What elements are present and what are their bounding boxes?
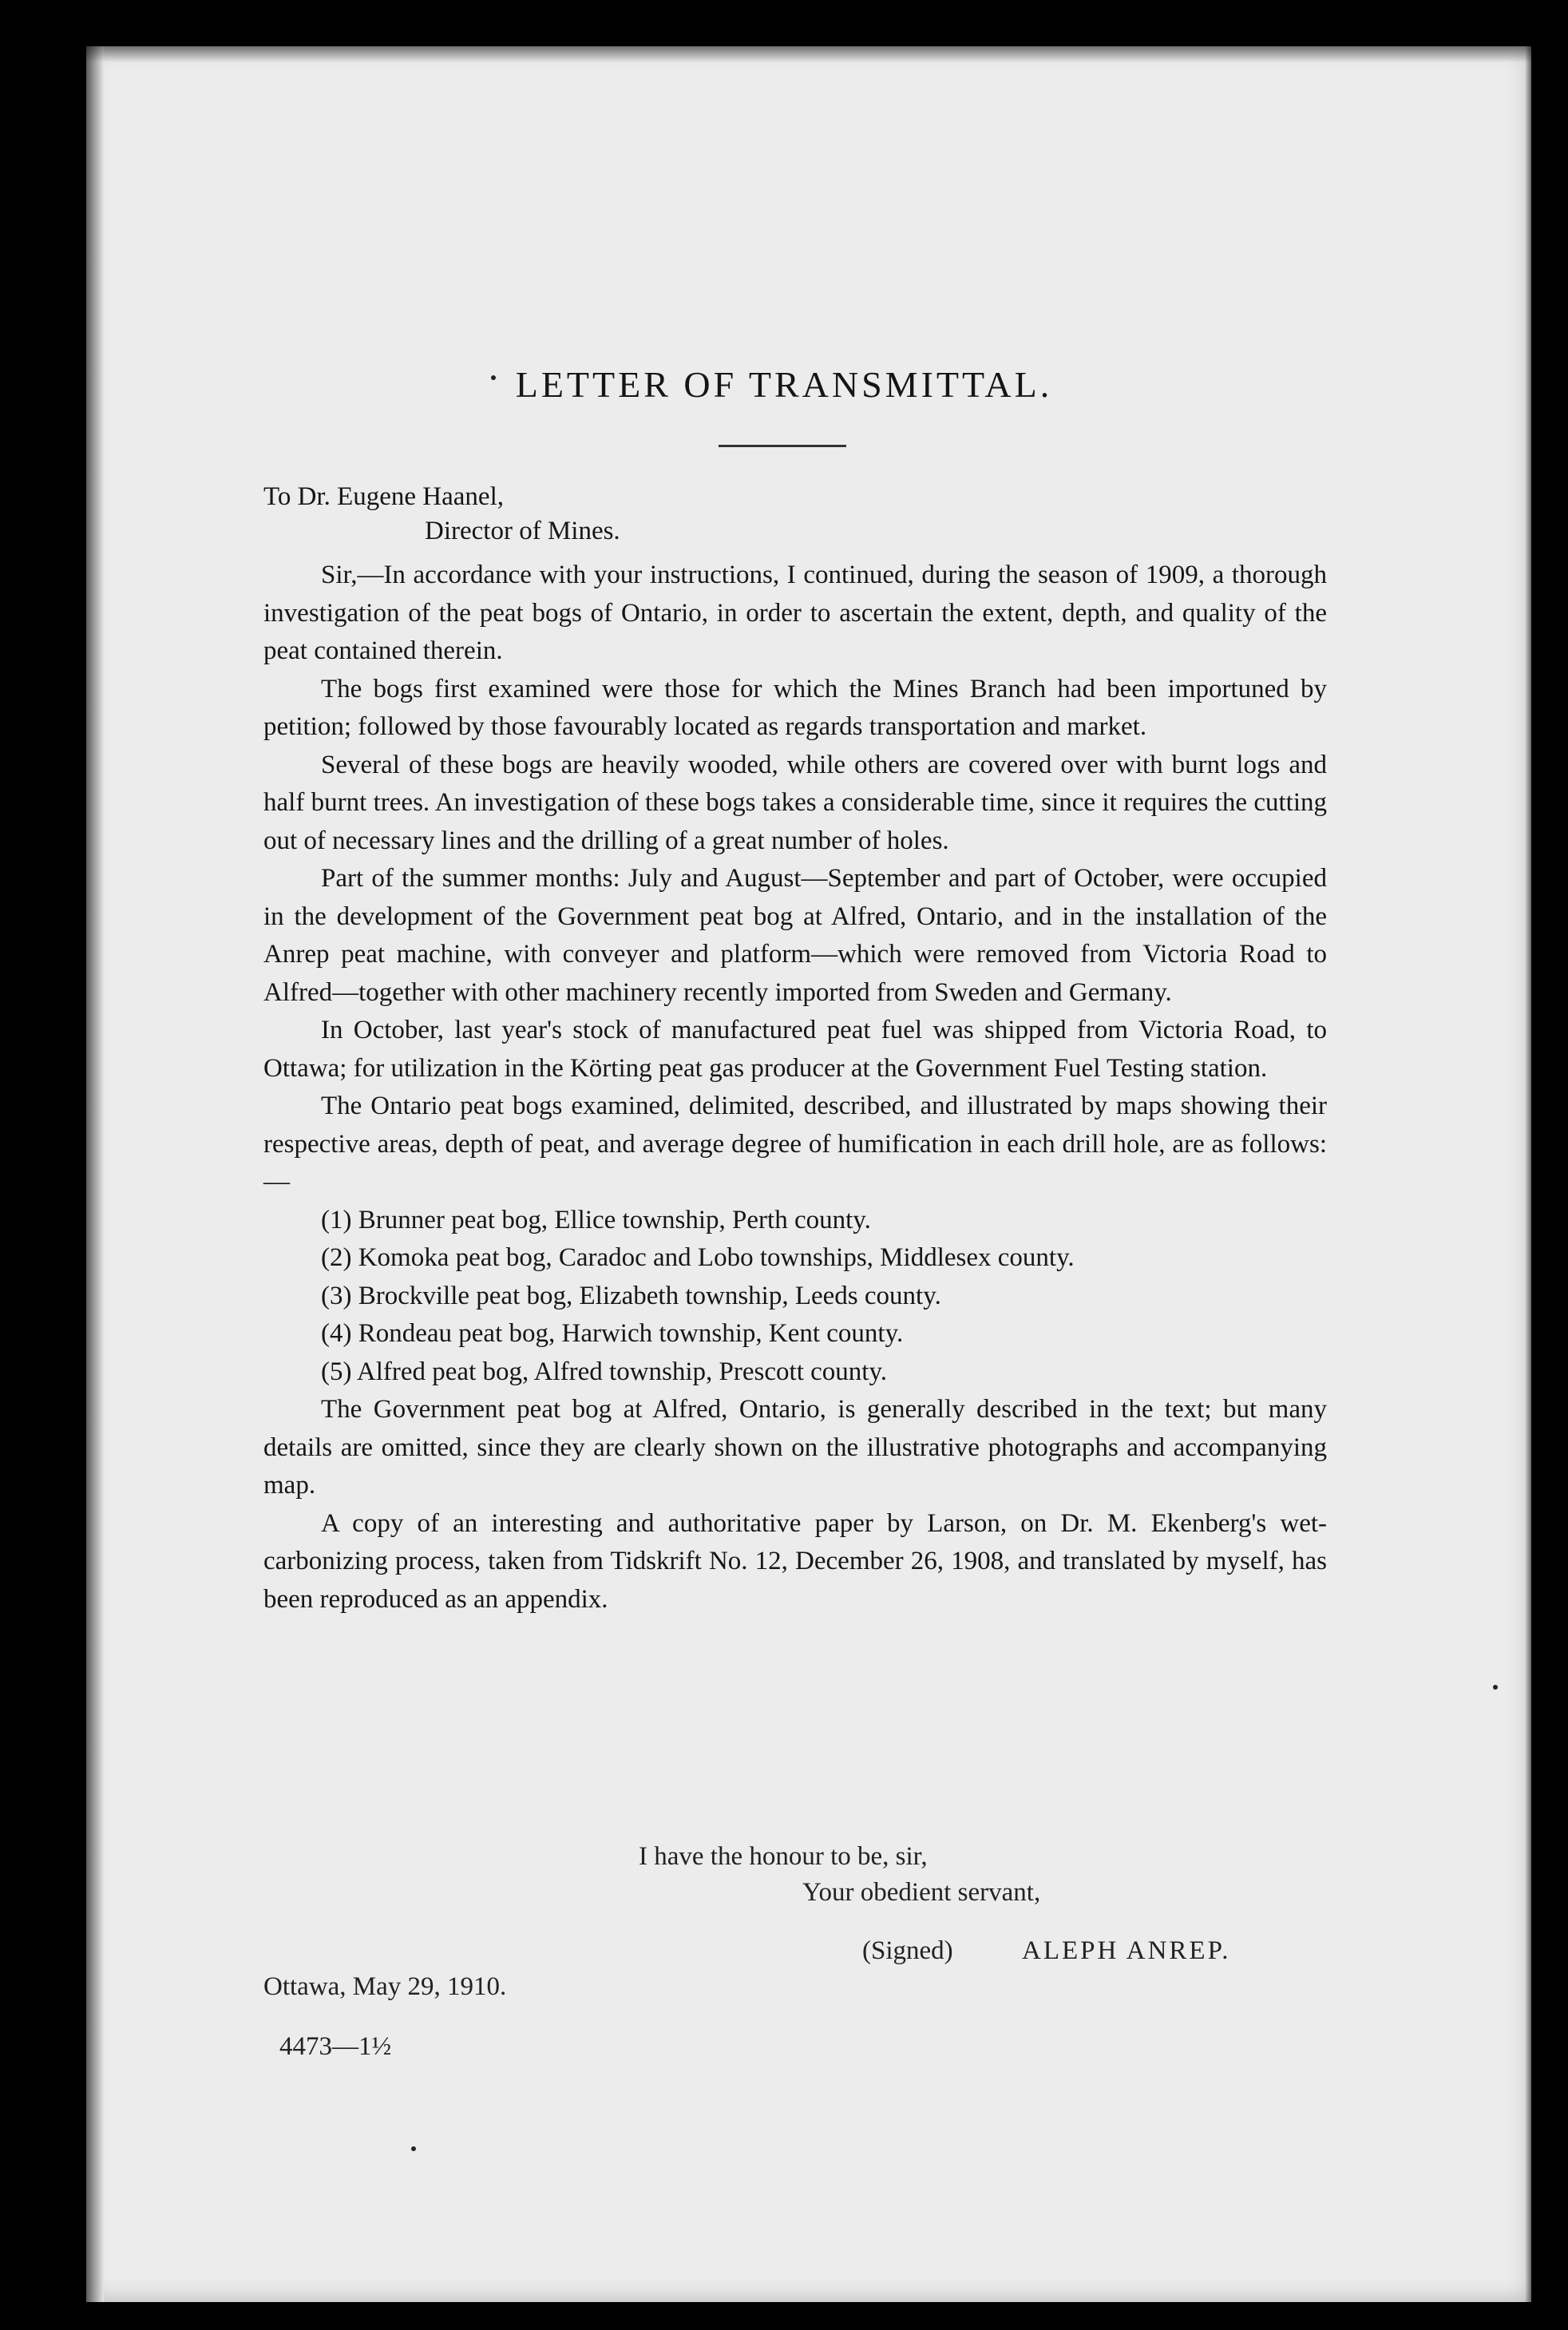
address-role: Director of Mines. — [425, 517, 620, 545]
bog-list-item: (4) Rondeau peat bog, Harwich township, Kent county. — [321, 1319, 904, 1348]
bog-list-item: (5) Alfred peat bog, Alfred township, Prescott county. — [321, 1357, 888, 1386]
document-code: 4473—1½ — [279, 2032, 392, 2061]
paragraph: Sir,—In accordance with your instructions, I continued, during the season of 1909, a thorough investigation of the peat bogs of Ontario, in order to ascertain the extent, depth, and quality of the peat contained therein. — [263, 561, 1327, 665]
bog-list-item: (2) Komoka peat bog, Caradoc and Lobo townships, Middlesex county. — [321, 1243, 1075, 1272]
place-date: Ottawa, May 29, 1910. — [263, 1972, 507, 2001]
bog-list-item: (3) Brockville peat bog, Elizabeth township, Leeds county. — [321, 1281, 941, 1310]
paragraph: Several of these bogs are heavily wooded, while others are covered over with burnt logs and half burnt trees. An investigation of these bogs takes a considerable time, since it requires the cutting out of necessary lines and the drilling of a great number of holes. — [263, 750, 1327, 855]
ink-dot — [411, 2146, 416, 2151]
letter-body — [263, 557, 1327, 1619]
ink-dot — [491, 375, 496, 380]
address-recipient: To Dr. Eugene Haanel, — [263, 482, 504, 511]
page-top-shadow — [86, 46, 1531, 62]
title-rule — [719, 445, 846, 447]
paragraph: A copy of an interesting and authoritative paper by Larson, on Dr. M. Ekenberg's wet-carbonizing process, taken from Tidskrift No. 12, December 26, 1908, and translated by myself, has been reproduced as an appendix. — [263, 1508, 1327, 1614]
bog-list-item: (1) Brunner peat bog, Ellice township, Perth county. — [321, 1205, 871, 1234]
paragraph: Part of the summer months: July and August—September and part of October, were occupied in the development of the Government peat bog at Alfred, Ontario, and in the installation of the Anrep peat machine, with conveyer and platform—which were removed from Victoria Road to Alfred—together with other machinery recently imported from Sweden and Germany. — [263, 864, 1327, 1007]
signed-label: (Signed) — [862, 1936, 953, 1965]
paragraph: The Government peat bog at Alfred, Ontario, is generally described in the text; but many details are omitted, since they are clearly shown on the illustrative photographs and accompanying map. — [263, 1395, 1327, 1500]
paragraph: The bogs first examined were those for which the Mines Branch had been importuned by petition; followed by those favourably located as regards transportation and market. — [263, 674, 1327, 741]
paragraph: In October, last year's stock of manufactured peat fuel was shipped from Victoria Road, to Ottawa; for utilization in the Körting peat gas producer at the Government Fuel Testing station. — [263, 1016, 1327, 1083]
letter-title: LETTER OF TRANSMITTAL. — [515, 364, 1053, 405]
signer-name: ALEPH ANREP. — [1022, 1936, 1231, 1965]
paragraph: The Ontario peat bogs examined, delimited, described, and illustrated by maps showing their respective areas, depth of peat, and average degree of humification in each drill hole, are as follows:— — [263, 1092, 1327, 1196]
closing-line-2: Your obedient servant, — [802, 1878, 1041, 1907]
ink-dot — [1493, 1685, 1498, 1690]
closing-line-1: I have the honour to be, sir, — [639, 1842, 928, 1871]
